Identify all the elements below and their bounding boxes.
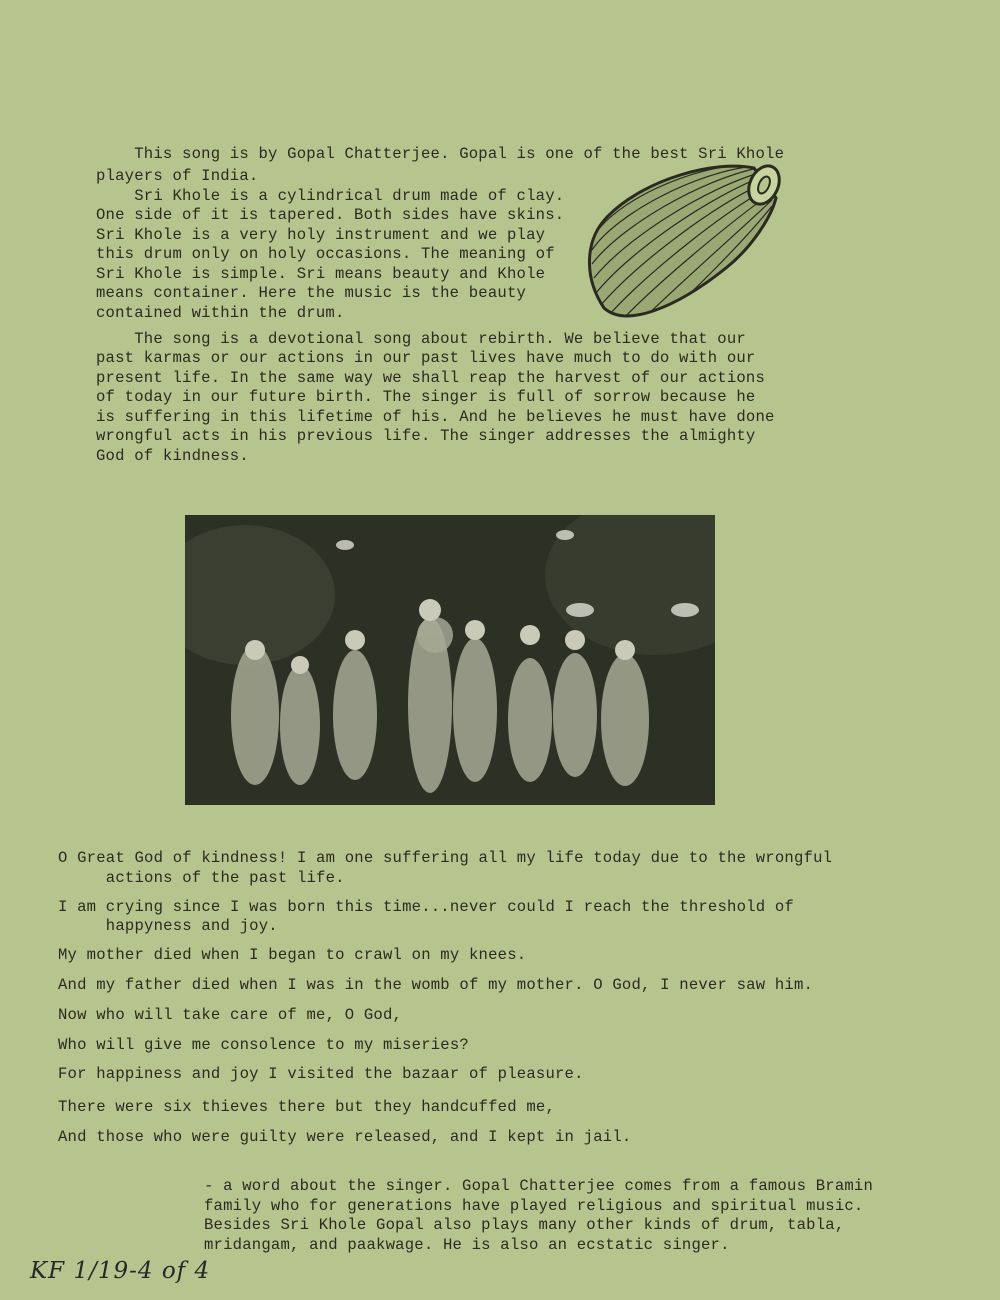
intro-line: present life. In the same way we shall reap the harvest of our actions [96,369,766,387]
intro-line: Sri Khole is simple. Sri means beauty and Khole [96,265,546,283]
devotional-scene-photo [185,515,715,805]
lyric-line: actions of the past life. [58,869,345,887]
intro-line: past karmas or our actions in our past lives have much to do with our [96,349,756,367]
lyric-line: For happiness and joy I visited the bazaar of pleasure. [58,1065,584,1083]
lyric-line: And those who were guilty were released, and I kept in jail. [58,1128,632,1146]
intro-line: One side of it is tapered. Both sides have skins. [96,206,565,224]
intro-line: of today in our future birth. The singer is full of sorrow because he [96,388,756,406]
lyric-line: I am crying since I was born this time...never could I reach the threshold of [58,898,794,916]
intro-line: wrongful acts in his previous life. The singer addresses the almighty [96,427,756,445]
intro-line: is suffering in this lifetime of his. And he believes he must have done [96,408,775,426]
note-line: mridangam, and paakwage. He is also an ecstatic singer. [204,1236,730,1254]
lyric-line: Who will give me consolence to my miseries? [58,1036,469,1054]
lyric-line: My mother died when I began to crawl on my knees. [58,946,527,964]
intro-line: contained within the drum. [96,304,345,322]
lyric-line: And my father died when I was in the womb of my mother. O God, I never saw him. [58,976,814,994]
lyric-line: happyness and joy. [58,917,278,935]
intro-line: this drum only on holy occasions. The meaning of [96,245,555,263]
intro-line: players of India. [96,167,259,185]
intro-line: means container. Here the music is the beauty [96,284,527,302]
intro-line: Sri Khole is a cylindrical drum made of clay. [96,187,565,205]
intro-line: The song is a devotional song about rebirth. We believe that our [96,330,746,348]
intro-line: God of kindness. [96,447,249,465]
note-line: Besides Sri Khole Gopal also plays many other kinds of drum, tabla, [204,1216,845,1234]
lyric-line: Now who will take care of me, O God, [58,1006,403,1024]
lyric-line: O Great God of kindness! I am one suffering all my life today due to the wrongful [58,849,833,867]
handwritten-annotation: KF 1/19-4 of 4 [30,1258,211,1284]
note-line: - a word about the singer. Gopal Chatterjee comes from a famous Bramin [204,1177,874,1195]
lyric-line: There were six thieves there but they handcuffed me, [58,1098,556,1116]
note-line: family who for generations have played religious and spiritual music. [204,1197,864,1215]
intro-line: Sri Khole is a very holy instrument and we play [96,226,546,244]
drum-illustration [586,158,786,322]
intro-line: This song is by Gopal Chatterjee. Gopal is one of the best Sri Khole [96,145,785,163]
